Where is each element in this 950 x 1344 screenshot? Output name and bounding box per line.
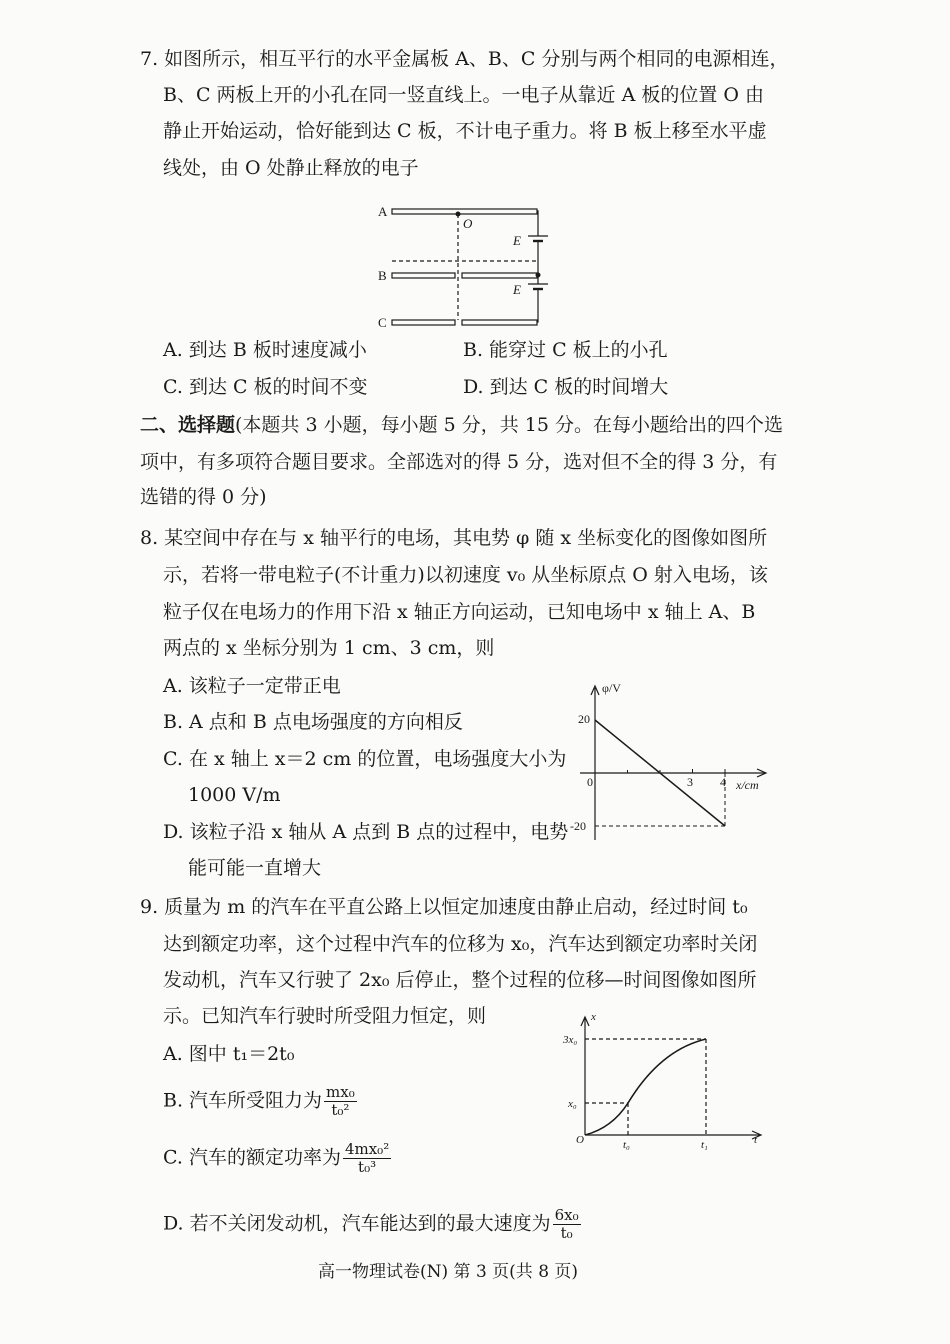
label-plate-b: B: [378, 268, 387, 283]
q9-option-d-fraction: [553, 1208, 581, 1241]
q8-stem-line2: 示，若将一带电粒子(不计重力)以初速度 v₀ 从坐标原点 O 射入电场，该: [163, 564, 768, 586]
q9-option-c-text: C. 汽车的额定功率为: [163, 1146, 341, 1169]
q9-option-b-denominator: t₀²: [331, 1101, 350, 1119]
q7-stem-line4: 线处，由 O 处静止释放的电子: [163, 157, 419, 179]
label-plate-c: C: [378, 315, 387, 330]
capacitor-plates-diagram: [370, 200, 570, 335]
q9-option-d-denominator: t₀: [560, 1224, 573, 1242]
q9-stem-line1: 9. 质量为 m 的汽车在平直公路上以恒定加速度由静止启动，经过时间 t₀: [140, 896, 748, 918]
q9-option-b: [163, 1085, 357, 1118]
q8-stem-line3: 粒子仅在电场力的作用下沿 x 轴正方向运动，已知电场中 x 轴上 A、B: [163, 601, 756, 623]
q7-stem-line3: 静止开始运动，恰好能到达 C 板，不计电子重力。将 B 板上移至水平虚: [163, 120, 767, 142]
q9-option-d-text: D. 若不关闭发动机，汽车能达到的最大速度为: [163, 1212, 551, 1235]
displacement-curve: [585, 1039, 706, 1135]
q9-option-b-fraction: [324, 1085, 357, 1118]
origin-label: 0: [587, 775, 593, 789]
junction-dot: [536, 273, 541, 278]
graph9-origin-label: O: [576, 1134, 584, 1146]
q9-option-d: [163, 1208, 581, 1241]
tick-label-neg20: -20: [570, 819, 586, 833]
q9-stem-line3: 发动机，汽车又行驶了 2x₀ 后停止，整个过程的位移—时间图像如图所: [163, 969, 757, 991]
section2-instructions: (本题共 3 小题，每小题 5 分，共 15 分。在每小题给出的四个选: [235, 414, 784, 436]
q8-option-d-line1: D. 该粒子沿 x 轴从 A 点到 B 点的过程中，电势: [163, 821, 569, 843]
displacement-vs-time-graph: [560, 1010, 775, 1150]
q9-option-c: [163, 1142, 391, 1175]
plate-b-left: [392, 273, 455, 278]
q9-option-d-numerator: 6x₀: [554, 1206, 579, 1224]
q9-stem-line2: 达到额定功率，这个过程中汽车的位移为 x₀，汽车达到额定功率时关闭: [163, 933, 758, 955]
graph9-x0-label: x₀: [568, 1098, 577, 1110]
label-plate-a: A: [378, 204, 388, 219]
section2-line3: 选错的得 0 分): [140, 486, 267, 508]
label-emf-2: E: [513, 282, 521, 297]
q8-stem-line4: 两点的 x 坐标分别为 1 cm、3 cm，则: [163, 637, 495, 659]
q8-option-d-line2: 能可能一直增大: [188, 857, 322, 879]
q9-option-c-fraction: [343, 1142, 391, 1175]
q8-option-a: A. 该粒子一定带正电: [163, 675, 341, 697]
section2-line2: 项中，有多项符合题目要求。全部选对的得 5 分，选对但不全的得 3 分，有: [140, 451, 778, 473]
graph9-vertical-label: x: [591, 1011, 596, 1023]
graph9-3x0-label: 3x₀: [563, 1034, 578, 1046]
phi-axis-label: φ/V: [602, 681, 621, 695]
q7-option-b: B. 能穿过 C 板上的小孔: [463, 339, 668, 361]
q7-option-c: C. 到达 C 板的时间不变: [163, 376, 368, 398]
q7-option-d: D. 到达 C 板的时间增大: [463, 376, 669, 398]
q9-option-b-numerator: mx₀: [326, 1083, 355, 1101]
q8-stem-line1: 8. 某空间中存在与 x 轴平行的电场，其电势 φ 随 x 坐标变化的图像如图所: [140, 527, 768, 549]
q8-option-c-line2: 1000 V/m: [188, 784, 281, 806]
q7-option-a: A. 到达 B 板时速度减小: [163, 339, 367, 361]
q8-option-b: B. A 点和 B 点电场强度的方向相反: [163, 711, 463, 733]
point-o-dot: [456, 212, 461, 217]
page-footer: 高一物理试卷(N) 第 3 页(共 8 页): [318, 1262, 579, 1282]
plate-a: [392, 209, 537, 214]
q8-option-c-line1: C. 在 x 轴上 x＝2 cm 的位置，电场强度大小为: [163, 748, 567, 770]
plate-c-right: [462, 320, 537, 325]
q9-option-c-numerator: 4mx₀²: [344, 1140, 390, 1158]
graph9-t1-label: t₁: [701, 1139, 708, 1150]
q9-stem-line4: 示。已知汽车行驶时所受阻力恒定，则: [163, 1005, 487, 1027]
q7-stem-line1: 7. 如图所示，相互平行的水平金属板 A、B、C 分别与两个相同的电源相连，: [140, 48, 789, 70]
label-point-o: O: [463, 216, 473, 231]
graph9-t0-label: t₀: [623, 1139, 630, 1150]
tick-label-3: 3: [687, 775, 693, 789]
tick-label-20: 20: [578, 712, 590, 726]
q7-stem-line2: B、C 两板上开的小孔在同一竖直线上。一电子从靠近 A 板的位置 O 由: [163, 84, 764, 106]
section2-line1: [140, 416, 783, 435]
section2-title: 二、选择题: [140, 414, 236, 436]
plate-b-right: [462, 273, 537, 278]
potential-vs-x-graph: [560, 680, 775, 850]
q9-option-b-text: B. 汽车所受阻力为: [163, 1089, 323, 1112]
q9-option-c-denominator: t₀³: [358, 1158, 377, 1176]
graph9-t-label: t: [754, 1134, 758, 1146]
q9-option-a: A. 图中 t₁＝2t₀: [163, 1043, 295, 1065]
plate-c-left: [392, 320, 455, 325]
label-emf-1: E: [513, 233, 521, 248]
x-axis-label: x/cm: [736, 778, 759, 792]
tick-label-4: 4: [720, 775, 726, 789]
